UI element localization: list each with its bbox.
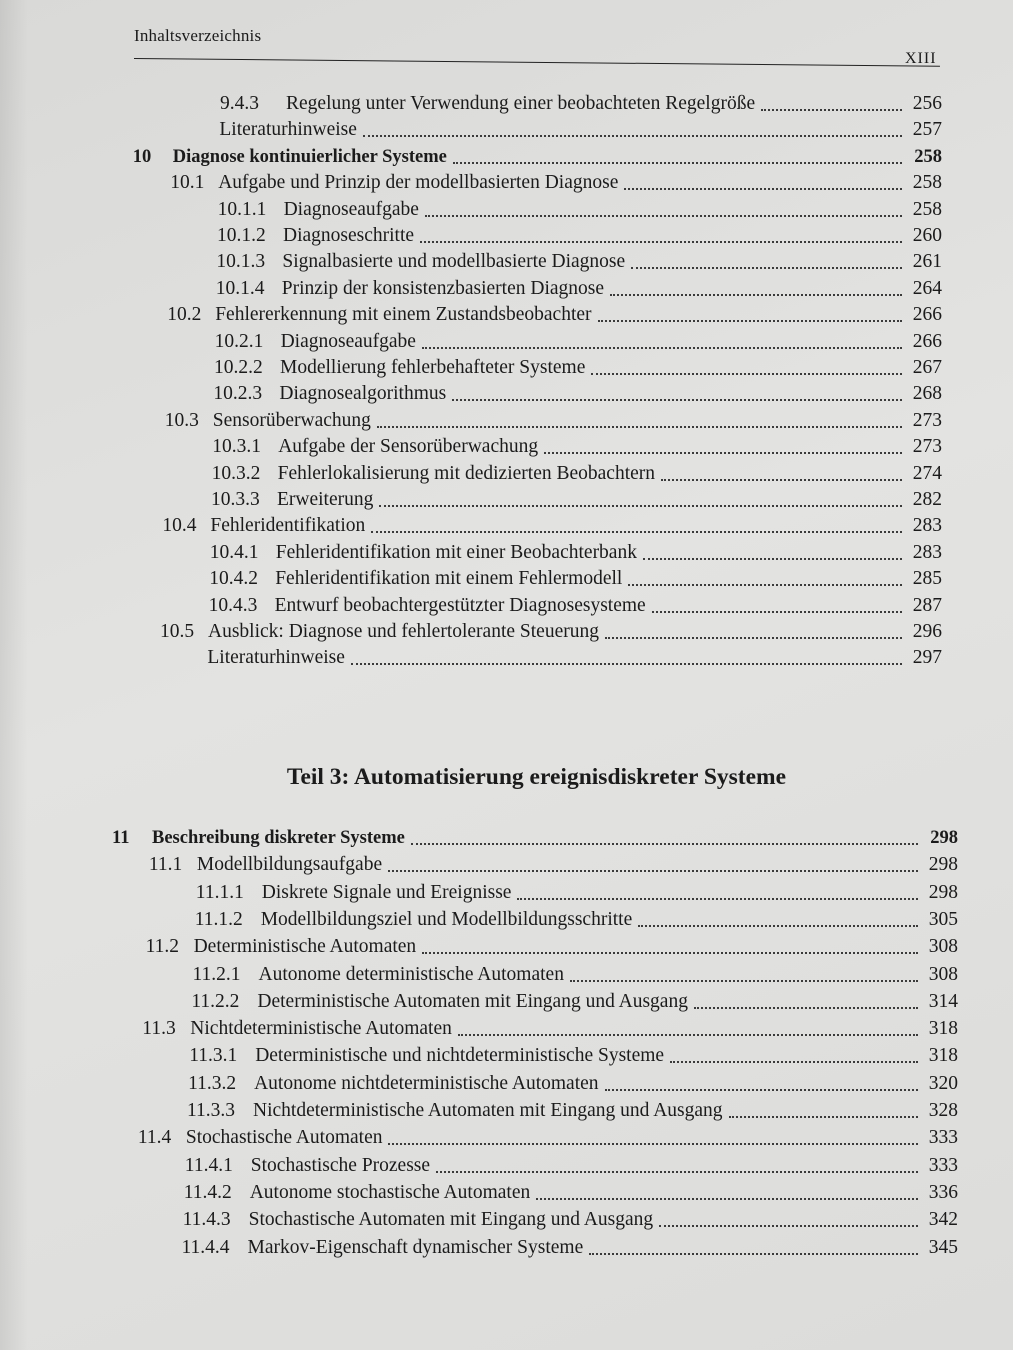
toc-entry-page: 258 [912, 198, 942, 220]
toc-entry-title: Diagnoseaufgabe [280, 330, 416, 352]
toc-entry-subsection [185, 1154, 958, 1178]
toc-entry-section [138, 1126, 958, 1150]
toc-entry-title: Deterministische und nichtdeterministische Systeme [255, 1045, 665, 1067]
toc-entry-number: 10.3.3 [211, 489, 260, 510]
toc-dot-leader [570, 980, 918, 982]
toc-entry-number: 9.4.3 [220, 93, 259, 114]
toc-entry-page: 260 [912, 225, 942, 246]
toc-dot-leader [694, 1007, 918, 1009]
toc-entry-number: 11.4.1 [184, 1154, 233, 1176]
toc-entry-page: 298 [930, 828, 958, 848]
toc-entry-page: 258 [914, 146, 942, 167]
toc-entry-number: 10.1 [170, 172, 205, 194]
toc-entry-page: 308 [928, 936, 958, 958]
toc-entry-page: 273 [912, 436, 942, 458]
toc-entry-page: 283 [912, 515, 942, 537]
toc-entry-number: 11.3.3 [187, 1100, 236, 1121]
toc-entry-number: 10.4.1 [209, 541, 259, 563]
toc-entry-number: 11.3.2 [188, 1072, 237, 1094]
toc-entry-page: 298 [928, 881, 958, 903]
toc-entry-number: 10.2 [167, 304, 202, 326]
toc-entry-title: Fehleridentifikation [210, 515, 366, 537]
toc-entry-number: 11 [112, 828, 130, 848]
toc-entry-title: Diagnose kontinuierlicher Systeme [172, 146, 447, 167]
toc-entry-title: Diagnoseschritte [283, 225, 415, 246]
toc-entry-page: 333 [928, 1127, 958, 1149]
toc-entry-page: 320 [928, 1072, 958, 1094]
toc-entry-number: 10.1.4 [215, 277, 265, 299]
toc-entry-title: Diagnoseaufgabe [283, 198, 419, 220]
toc-entry-number: 10 [132, 146, 152, 167]
toc-entry-number: 10.5 [160, 621, 195, 642]
toc-entry-page: 268 [912, 383, 942, 405]
toc-dot-leader [517, 898, 918, 900]
toc-entry-number: 10.2.2 [214, 357, 263, 378]
toc-dot-leader [536, 1198, 918, 1200]
toc-entry-page: 261 [912, 251, 942, 273]
toc-entry-page: 345 [928, 1236, 958, 1258]
toc-entry-page: 282 [912, 489, 942, 510]
toc-entry-subsection [191, 990, 958, 1014]
toc-entry-page: 297 [912, 647, 942, 669]
toc-entry-number: 10.1.3 [216, 251, 266, 273]
toc-entry-title: Entwurf beobachtergestützter Diagnosesysteme [274, 594, 646, 616]
toc-entry-page: 328 [928, 1100, 958, 1121]
toc-entry-title: Fehlerlokalisierung mit dedizierten Beobachtern [277, 462, 656, 484]
toc-dot-leader [422, 952, 918, 954]
toc-entry-page: 296 [912, 621, 942, 642]
toc-entry-page: 314 [928, 990, 958, 1012]
toc-entry-title: Beschreibung diskreter Systeme [152, 828, 405, 848]
toc-entry-subsection [184, 1181, 958, 1205]
toc-entry-title: Diagnosealgorithmus [279, 383, 447, 405]
toc-entry-number: 11.3.1 [189, 1045, 238, 1067]
running-head: Inhaltsverzeichnis [134, 26, 262, 45]
toc-entry-title: Autonome deterministische Automaten [258, 963, 564, 985]
toc-entry-title: Aufgabe und Prinzip der modellbasierten Diagnose [218, 172, 619, 194]
toc-entry-page: 287 [912, 594, 942, 616]
toc-entry-subsection [187, 1099, 958, 1123]
toc-entry-number: 10.4 [162, 515, 197, 537]
toc-entry-number: 10.3.2 [211, 462, 261, 484]
toc-entry-title: Fehleridentifikation mit einem Fehlermodell [275, 568, 623, 590]
page-number: XIII [905, 50, 937, 67]
toc-entry-page: 298 [928, 854, 958, 876]
toc-entry-page: 318 [928, 1018, 958, 1040]
toc-entry-page: 267 [912, 357, 942, 378]
toc-entry-section [146, 935, 958, 959]
toc-entry-title: Prinzip der konsistenzbasierten Diagnose [281, 277, 605, 299]
toc-entry-number: 11.4.4 [181, 1236, 230, 1258]
toc-entry-number: 10.1.2 [217, 225, 266, 246]
toc-dot-leader [436, 1171, 918, 1173]
toc-entry-number: 10.2.3 [213, 383, 263, 405]
toc-entry-title: Aufgabe der Sensorüberwachung [278, 436, 539, 458]
toc-entry-title: Deterministische Automaten [193, 936, 417, 958]
toc-entry-section [149, 853, 958, 877]
toc-dot-leader [458, 1034, 918, 1036]
toc-entry-title: Deterministische Automaten mit Eingang und Ausgang [257, 990, 688, 1012]
toc-entry-number: 11.4 [137, 1127, 172, 1149]
toc-entry-number: 11.1 [148, 854, 183, 876]
toc-entry-subsection [183, 1208, 958, 1232]
toc-entry-title: Modellbildungsziel und Modellbildungsschritte [260, 908, 633, 930]
toc-entry-title: Markov-Eigenschaft dynamischer Systeme [247, 1236, 584, 1258]
toc-entry-title: Modellierung fehlerbehafteter Systeme [280, 357, 586, 378]
toc-entry-subsection [182, 1236, 959, 1260]
toc-entry-title: Regelung unter Verwendung einer beobachteten Regelgröße [286, 93, 756, 114]
toc-entry-page: 266 [912, 330, 942, 352]
toc-entry-chapter [112, 826, 958, 850]
toc-entry-number: 10.3 [164, 409, 199, 431]
toc-entry-title: Stochastische Prozesse [250, 1154, 431, 1176]
toc-entry-title: Autonome nichtdeterministische Automaten [254, 1072, 599, 1094]
toc-entry-number: 10.4.3 [208, 594, 258, 616]
toc-entry-page: 257 [912, 119, 942, 141]
toc-entry-page: 258 [912, 172, 942, 194]
toc-entry-number: 10.1.1 [217, 198, 267, 220]
toc-entry-title: Nichtdeterministische Automaten mit Eingang und Ausgang [253, 1100, 723, 1121]
toc-entry-subsection [193, 963, 959, 987]
toc-entry-page: 305 [928, 908, 958, 930]
part-title: Teil 3: Automatisierung ereignisdiskreter Systeme [286, 764, 787, 790]
toc-dot-leader [388, 870, 918, 872]
toc-dot-leader [411, 843, 918, 845]
toc-entry-number: 11.1.2 [194, 908, 243, 930]
toc-entry-page: 318 [928, 1045, 958, 1067]
toc-entry-page: 274 [912, 462, 942, 484]
toc-entry-number: 10.3.1 [212, 436, 261, 458]
toc-entry-page: 266 [912, 304, 942, 326]
toc-entry-number: 11.2 [145, 936, 179, 958]
toc-dot-leader [589, 1253, 918, 1255]
toc-entry-title: Fehlererkennung mit einem Zustandsbeobachter [215, 304, 592, 326]
toc-entry-title: Stochastische Automaten [185, 1127, 383, 1149]
toc-entry-title: Literaturhinweise [207, 647, 345, 669]
toc-dot-leader [605, 1089, 918, 1091]
toc-entry-title: Autonome stochastische Automaten [249, 1181, 531, 1203]
toc-entry-subsection [195, 908, 958, 932]
toc-entry-title: Erweiterung [277, 489, 374, 510]
toc-entry-subsection [188, 1072, 958, 1096]
toc-entry-number: 11.2.1 [192, 963, 241, 985]
toc-entry-subsection [196, 881, 958, 905]
toc-entry-title: Sensorüberwachung [212, 409, 371, 431]
toc-entry-page: 342 [928, 1209, 958, 1231]
toc-dot-leader [638, 925, 918, 927]
toc-entry-section [142, 1017, 958, 1041]
toc-entry-number: 10.4.2 [209, 568, 258, 590]
toc-entry-page: 283 [912, 541, 942, 563]
toc-entry-page: 256 [912, 93, 942, 114]
toc-entry-number: 11.3 [142, 1018, 176, 1040]
toc-entry-page: 264 [912, 277, 942, 299]
toc-entry-title: Ausblick: Diagnose und fehlertolerante Steuerung [208, 621, 599, 642]
toc-entry-number: 11.4.2 [183, 1181, 232, 1203]
toc-entry-title: Nichtdeterministische Automaten [190, 1018, 452, 1040]
toc-entry-page: 336 [928, 1181, 958, 1203]
toc-dot-leader [729, 1116, 918, 1118]
toc-entry-page: 333 [928, 1154, 958, 1176]
toc-entry-page: 308 [928, 963, 958, 985]
toc-entry-number: 11.2.2 [191, 990, 240, 1012]
toc-entry-number: 10.2.1 [214, 330, 264, 352]
toc-dot-leader [388, 1143, 918, 1145]
toc-dot-leader [670, 1061, 918, 1063]
toc-entry-number: 11.1.1 [195, 881, 244, 903]
toc-dot-leader [659, 1225, 918, 1227]
toc-entry-title: Signalbasierte und modellbasierte Diagnose [282, 251, 626, 273]
toc-entry-title: Literaturhinweise [219, 119, 357, 141]
toc-entry-title: Diskrete Signale und Ereignisse [261, 881, 512, 903]
toc-entry-subsection [189, 1044, 958, 1068]
toc-entry-title: Modellbildungsaufgabe [196, 854, 383, 876]
toc-entry-number: 11.4.3 [182, 1209, 231, 1231]
toc-entry-title: Fehleridentifikation mit einer Beobachterbank [275, 541, 637, 563]
toc-entry-page: 285 [912, 568, 942, 590]
toc-entry-title: Stochastische Automaten mit Eingang und Ausgang [248, 1209, 654, 1231]
toc-entry-page: 273 [912, 409, 942, 431]
